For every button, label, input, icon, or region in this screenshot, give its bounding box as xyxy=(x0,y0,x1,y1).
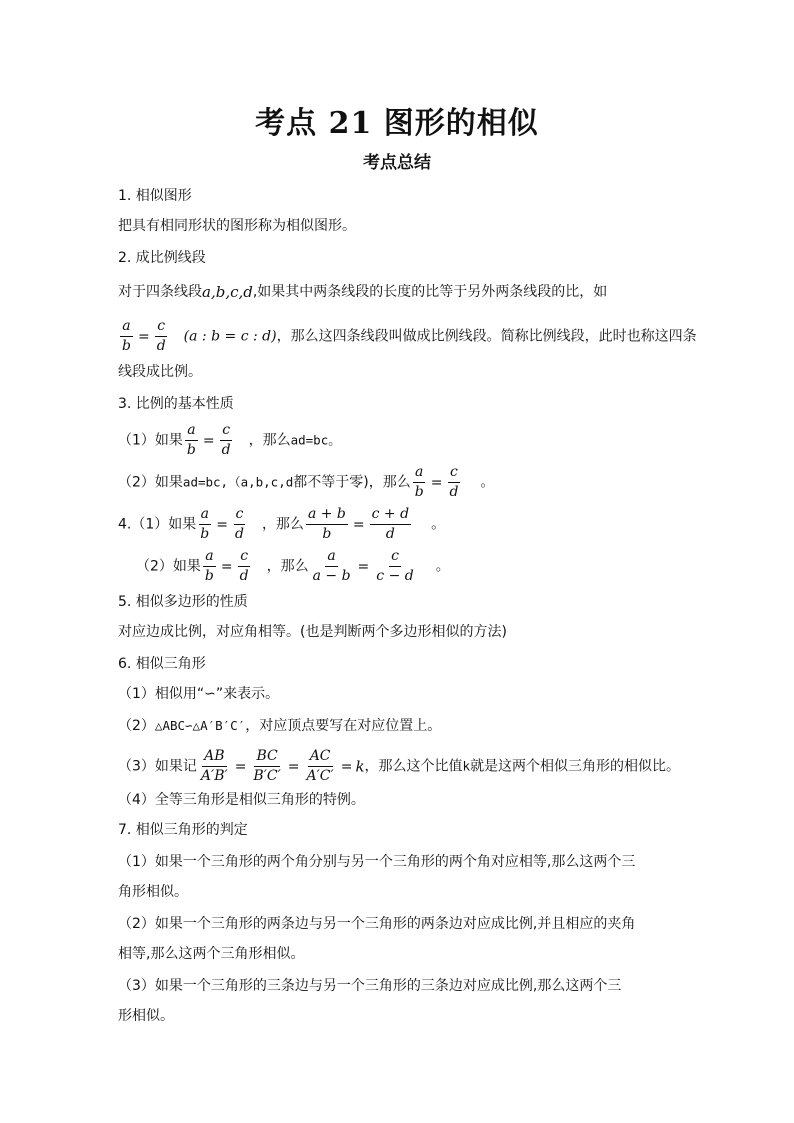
section-6-item-2: （2）△ABC∽△A′B′C′，对应顶点要写在对应位置上。 xyxy=(118,718,442,734)
fraction-a-over-b: $\frac{a}{b}$ xyxy=(186,422,196,458)
section-3-heading: 3. 比例的基本性质 xyxy=(118,396,234,412)
section-2-line-1: 对于四条线段a,b,c,d,如果其中两条线段的长度的比等于另外两条线段的比，如 xyxy=(118,283,608,301)
fraction-a-over-a-minus-b: $\frac{a}{a - b}$ xyxy=(312,548,351,584)
fraction-ac-over-a1c1: $\frac{AC}{A'C'}$ xyxy=(306,748,334,784)
section-7-item-2-line-2: 相等,那么这两个三角形相似。 xyxy=(118,946,305,962)
section-4-property-2: （2）如果 $\frac{a}{b}$ = $\frac{c}{d}$ ，那么 $\frac{a}{a - b}$ = $\frac{c}{c - d}$ 。 xyxy=(136,548,450,584)
fraction-a-plus-b-over-b: $\frac{a + b}{b}$ xyxy=(307,506,346,542)
section-6-heading: 6. 相似三角形 xyxy=(118,656,206,672)
section-2-line-3: 线段成比例。 xyxy=(118,364,202,380)
fraction-a-over-b: $\frac{a}{b}$ xyxy=(414,464,424,500)
fraction-a-over-b: $\frac{a}{b}$ xyxy=(122,318,131,354)
section-5-heading: 5. 相似多边形的性质 xyxy=(118,594,248,610)
fraction-c-over-d: $\frac{c}{d}$ xyxy=(156,318,166,354)
section-6-item-1: （1）相似用“∽”来表示。 xyxy=(118,686,280,702)
section-6-item-4: （4）全等三角形是相似三角形的特例。 xyxy=(118,792,365,808)
fraction-c-over-d: $\frac{c}{d}$ xyxy=(234,506,244,542)
section-1-body: 把具有相同形状的图形称为相似图形。 xyxy=(118,218,356,234)
fraction-c-over-c-minus-d: $\frac{c}{c - d}$ xyxy=(376,548,414,584)
section-7-item-3-line-2: 形相似。 xyxy=(118,1008,174,1024)
fraction-c-over-d: $\frac{c}{d}$ xyxy=(221,422,231,458)
section-7-item-2-line-1: （2）如果一个三角形的两条边与另一个三角形的两条边对应成比例,并且相应的夹角 xyxy=(118,916,636,932)
section-6-item-3: （3）如果记 $\frac{AB}{A'B'}$ = $\frac{BC}{B'C'}$ = $\frac{AC}{A'C'}$ = k，那么这个比值k就是这两个相似三角形的相似比。 xyxy=(118,748,681,784)
section-4-property-1: 4.（1）如果 $\frac{a}{b}$ = $\frac{c}{d}$ ，那么 $\frac{a + b}{b}$ = $\frac{c + d}{d}$ 。 xyxy=(118,506,446,542)
section-3-property-2: （2）如果ad=bc,（a,b,c,d都不等于零)，那么 $\frac{a}{b}$ = $\frac{c}{d}$ 。 xyxy=(118,464,495,500)
section-1-heading: 1. 相似图形 xyxy=(118,188,192,204)
section-7-item-1-line-2: 角形相似。 xyxy=(118,884,188,900)
section-7-item-1-line-1: （1）如果一个三角形的两个角分别与另一个三角形的两个角对应相等,那么这两个三 xyxy=(118,854,636,870)
fraction-a-over-b: $\frac{a}{b}$ xyxy=(204,548,214,584)
section-7-heading: 7. 相似三角形的判定 xyxy=(118,822,248,838)
ratio-notation: (a : b = c : d) xyxy=(183,328,277,345)
fraction-ab-over-a1b1: $\frac{AB}{A'B'}$ xyxy=(200,748,228,784)
fraction-bc-over-b1c1: $\frac{BC}{B'C'}$ xyxy=(253,748,281,784)
section-2-line-2: $\frac{a}{b}$ = $\frac{c}{d}$ (a : b = c : d)，那么这四条线段叫做成比例线段。简称比例线段，此时也称这四条 xyxy=(122,318,697,354)
fraction-c-plus-d-over-d: $\frac{c + d}{d}$ xyxy=(371,506,410,542)
fraction-a-over-b: $\frac{a}{b}$ xyxy=(200,506,210,542)
segment-variables: a,b,c,d xyxy=(202,283,253,301)
section-2-heading: 2. 成比例线段 xyxy=(118,250,206,266)
section-7-item-3-line-1: （3）如果一个三角形的三条边与另一个三角形的三条边对应成比例,那么这两个三 xyxy=(118,978,622,994)
section-5-body: 对应边成比例，对应角相等。(也是判断两个多边形相似的方法) xyxy=(118,624,507,640)
fraction-c-over-d: $\frac{c}{d}$ xyxy=(239,548,249,584)
section-3-property-1: （1）如果 $\frac{a}{b}$ = $\frac{c}{d}$ ，那么ad=bc。 xyxy=(118,422,341,458)
fraction-c-over-d: $\frac{c}{d}$ xyxy=(449,464,459,500)
page-subtitle: 考点总结 xyxy=(363,153,431,173)
page-title: 考点 21 图形的相似 xyxy=(255,106,539,141)
